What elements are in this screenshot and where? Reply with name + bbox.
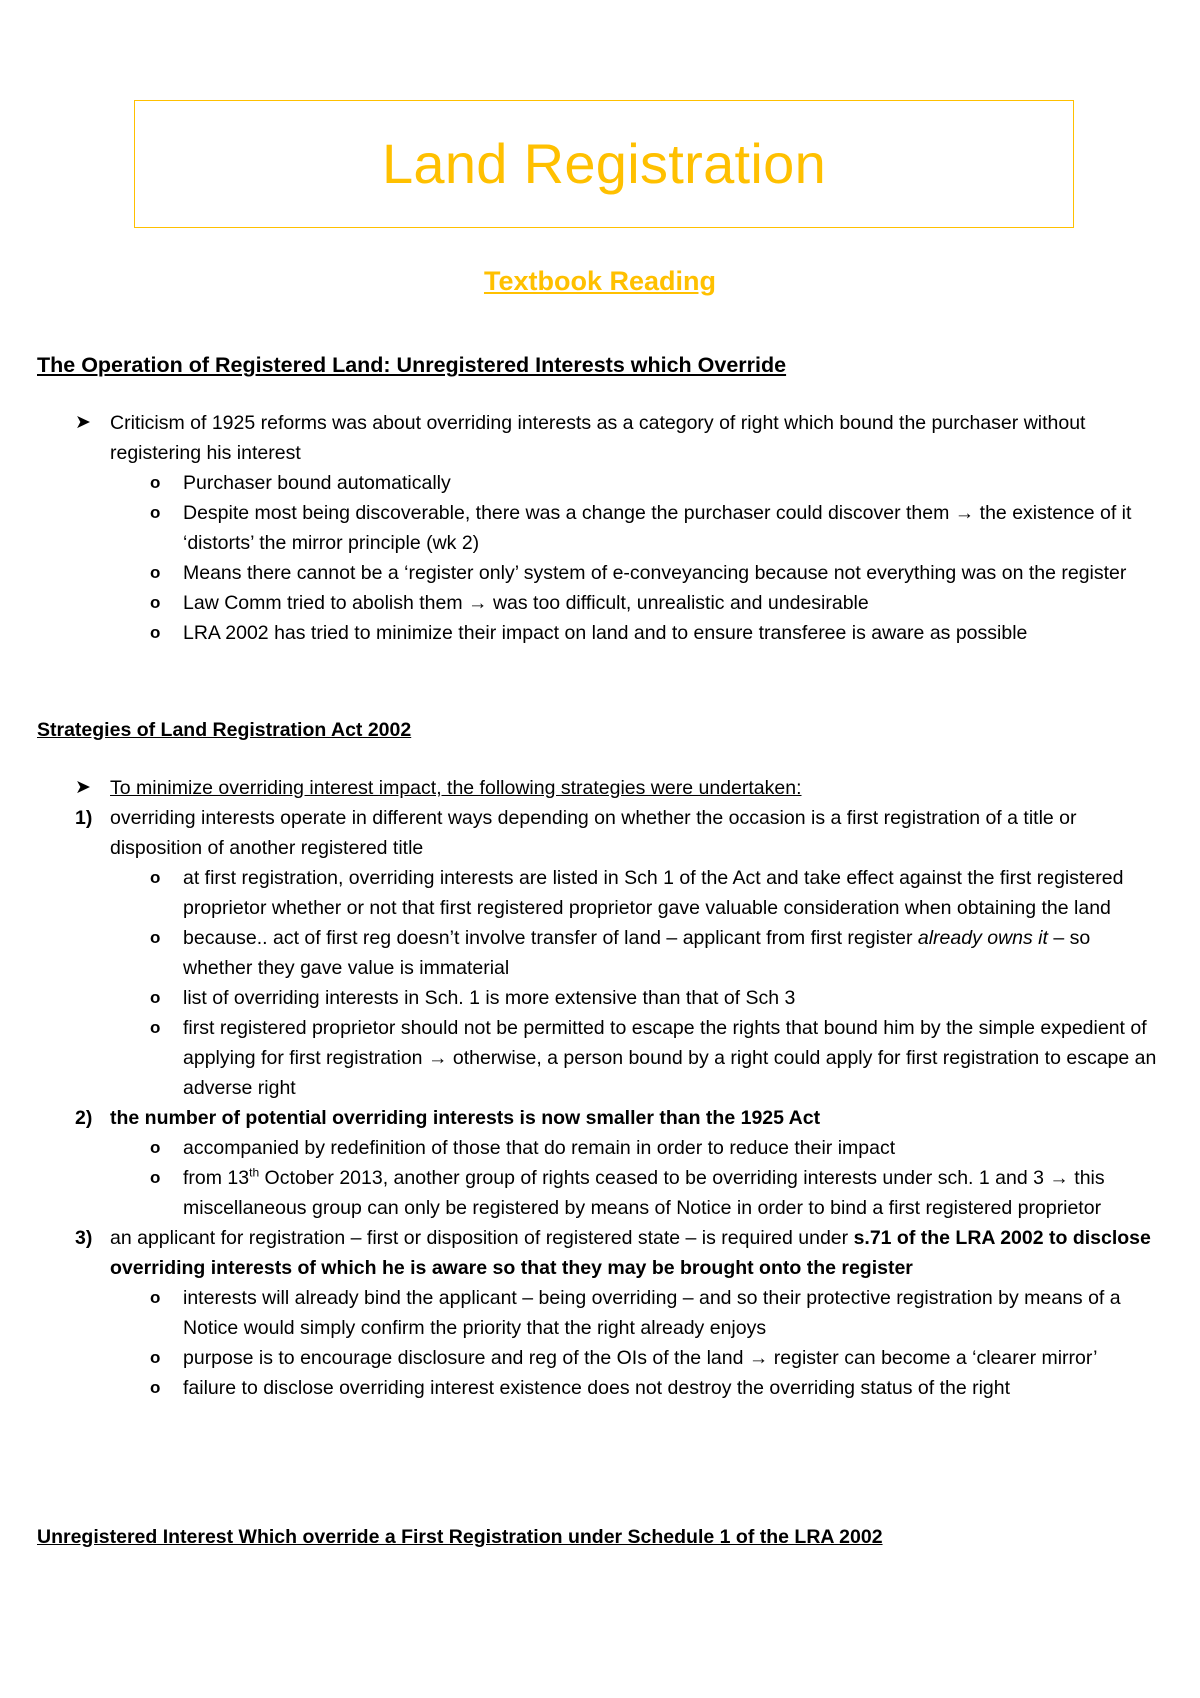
list-item: o LRA 2002 has tried to minimize their impact on land and to ensure transferee is aware as possible — [0, 618, 1200, 648]
circle-bullet-icon: o — [150, 623, 161, 642]
arrow-bullet-icon: ➤ — [75, 412, 91, 433]
list-item: o purpose is to encourage disclosure and reg of the OIs of the land → register can become a ‘clearer mirror’ — [0, 1343, 1200, 1373]
section-strategies-body — [0, 773, 1200, 1403]
section-heading-schedule-1: Unregistered Interest Which override a First Registration under Schedule 1 of the LRA 2002 — [37, 1526, 883, 1548]
circle-bullet-icon: o — [150, 1348, 161, 1367]
list-item: o at first registration, overriding interests are listed in Sch 1 of the Act and take effect against the first registered proprietor whether or not that first registered proprietor gave valuable consideration when obtaining the land — [0, 863, 1200, 923]
circle-bullet-icon: o — [150, 1378, 161, 1397]
circle-bullet-icon: o — [150, 1288, 161, 1307]
document-subtitle: Textbook Reading — [483, 266, 717, 296]
document-title: Land Registration — [381, 132, 827, 195]
list-item: o failure to disclose overriding interest existence does not destroy the overriding status of the right — [0, 1373, 1200, 1403]
list-item: o accompanied by redefinition of those that do remain in order to reduce their impact — [0, 1133, 1200, 1163]
circle-bullet-icon: o — [150, 593, 161, 612]
list-item: o from 13th October 2013, another group of rights ceased to be overriding interests under sch. 1 and 3 → this miscellaneous group can only be registered by means of Notice in order to bind a first registered proprietor — [0, 1163, 1200, 1223]
list-item: o interests will already bind the applicant – being overriding – and so their protective registration by means of a Notice would simply confirm the priority that the right already enjoys — [0, 1283, 1200, 1343]
circle-bullet-icon: o — [150, 1018, 161, 1037]
arrow-bullet-icon: ➤ — [75, 777, 91, 798]
list-item: o Law Comm tried to abolish them → was too difficult, unrealistic and undesirable — [0, 588, 1200, 618]
circle-bullet-icon: o — [150, 928, 161, 947]
section-heading-strategies: Strategies of Land Registration Act 2002 — [37, 719, 412, 741]
numbered-item-2: 2) the number of potential overriding interests is now smaller than the 1925 Act — [75, 1107, 821, 1129]
list-item: o Despite most being discoverable, there was a change the purchaser could discover them → the existence of it ‘distorts’ the mirror principle (wk 2) — [0, 498, 1200, 558]
circle-bullet-icon: o — [150, 503, 161, 522]
section-heading-overriding: The Operation of Registered Land: Unregistered Interests which Override — [37, 353, 787, 377]
list-item: o because.. act of first reg doesn’t involve transfer of land – applicant from first register already owns it – so whether they gave value is immaterial — [0, 923, 1200, 983]
list-item: ➤ Criticism of 1925 reforms was about overriding interests as a category of right which bound the purchaser without registering his interest — [0, 408, 1200, 468]
list-item: ➤ To minimize overriding interest impact, the following strategies were undertaken: — [0, 773, 1200, 803]
numbered-item-1: 1) overriding interests operate in different ways depending on whether the occasion is a first registration of a title or disposition of another registered title — [75, 807, 1077, 859]
numbered-item-3: 3) an applicant for registration – first or disposition of registered state – is required under s.71 of the LRA 2002 to disclose overriding interests of which he is aware so that they may be brought onto the register — [75, 1227, 1151, 1279]
circle-bullet-icon: o — [150, 868, 161, 887]
list-item: o first registered proprietor should not be permitted to escape the rights that bound him by the simple expedient of applying for first registration → otherwise, a person bound by a right could apply for first registration to escape an adverse right — [0, 1013, 1200, 1103]
list-item: o Means there cannot be a ‘register only’ system of e-conveyancing because not everything was on the register — [0, 558, 1200, 588]
title-box — [134, 100, 1074, 228]
section-overriding-body — [0, 408, 1200, 648]
circle-bullet-icon: o — [150, 473, 161, 492]
circle-bullet-icon: o — [150, 1168, 161, 1187]
circle-bullet-icon: o — [150, 988, 161, 1007]
circle-bullet-icon: o — [150, 563, 161, 582]
circle-bullet-icon: o — [150, 1138, 161, 1157]
list-item: o Purchaser bound automatically — [0, 468, 1200, 498]
list-item: o list of overriding interests in Sch. 1 is more extensive than that of Sch 3 — [0, 983, 1200, 1013]
